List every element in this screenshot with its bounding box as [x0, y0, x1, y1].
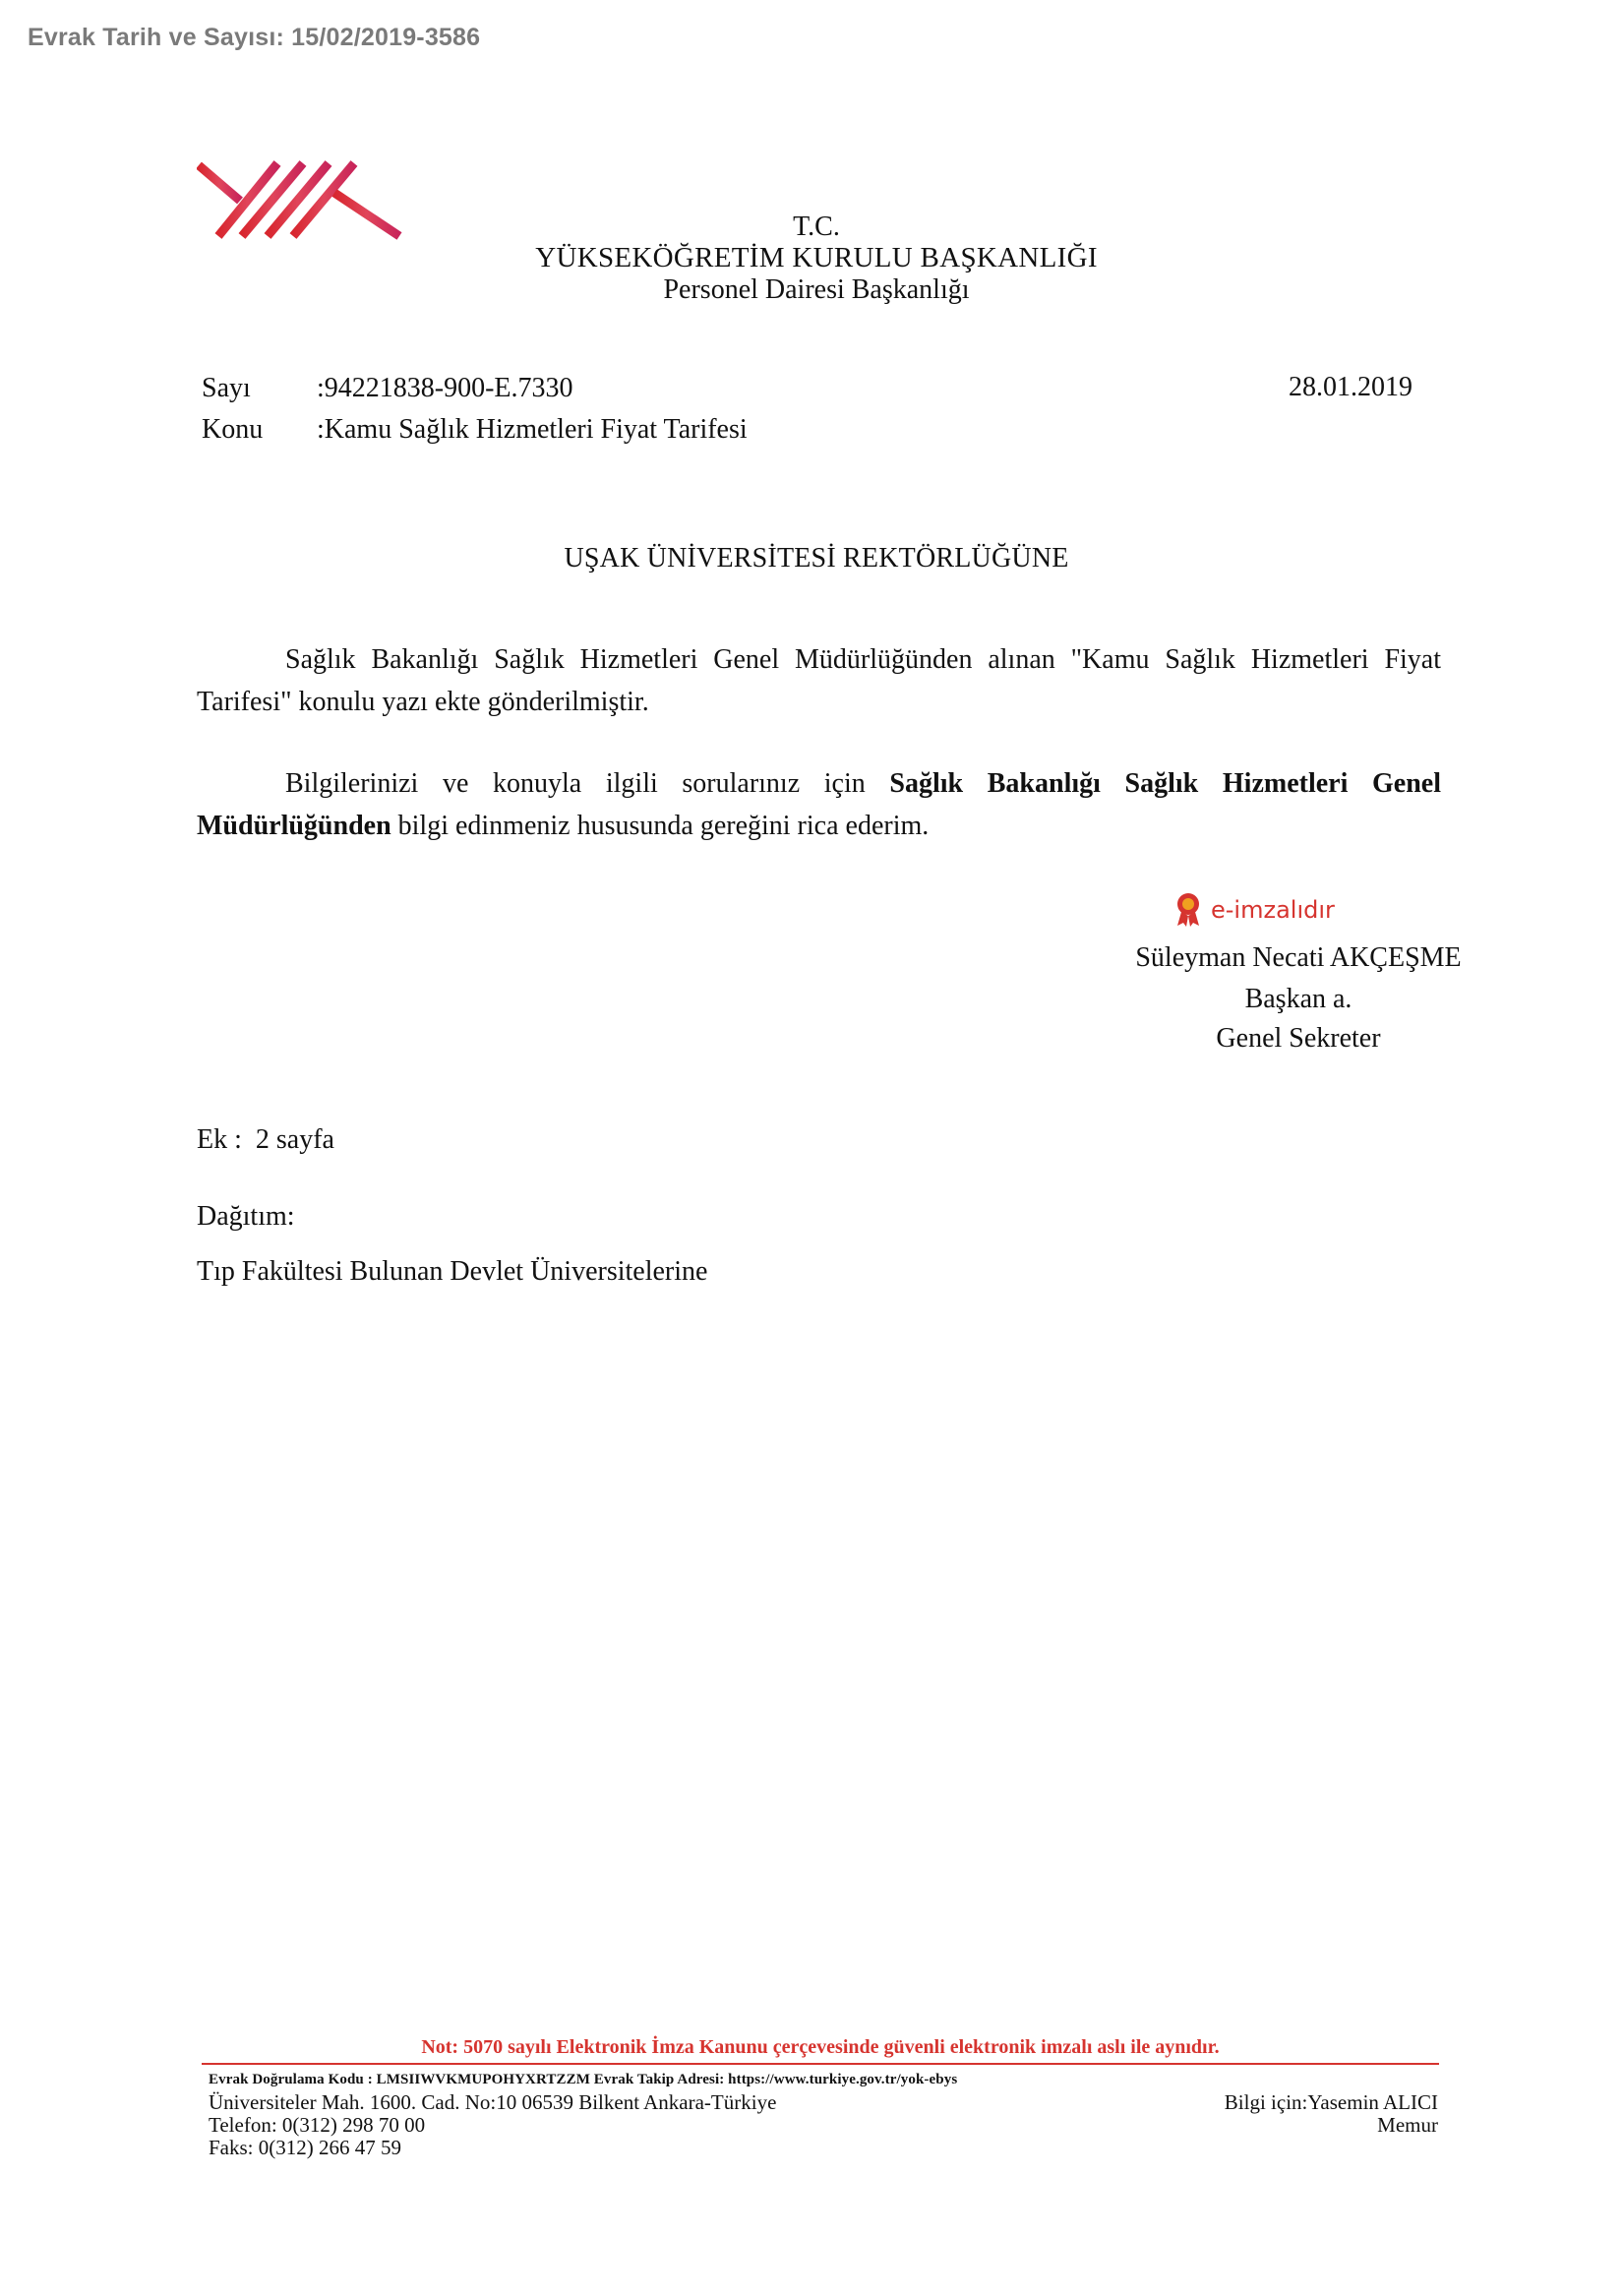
signer-name: Süleyman Necati AKÇEŞME [1135, 942, 1462, 973]
paragraph-bold-text: Sağlık Bakanlığı Sağlık Hizmetleri Genel Müdürlüğünden [197, 768, 1441, 841]
header-institution: YÜKSEKÖĞRETİM KURULU BAŞKANLIĞI [535, 242, 1098, 273]
phone: Telefon: 0(312) 298 70 00 [209, 2113, 426, 2137]
verification-code: Evrak Doğrulama Kodu : LMSIIWVKMUPOHYXRTZZM Evrak Takip Adresi: https://www.turkiye.gov.tr/yok-ebys [209, 2072, 958, 2087]
legal-note: Not: 5070 sayılı Elektronik İmza Kanunu çerçevesinde güvenli elektronik imzalı aslı ile aynıdır. [202, 2036, 1439, 2065]
body-paragraph-2 [197, 762, 1441, 847]
paragraph-text: Bilgilerinizi ve konuyla ilgili sorularınız için [285, 768, 890, 799]
recipient-title: UŞAK ÜNİVERSİTESİ REKTÖRLÜĞÜNE [564, 543, 1069, 574]
header-department: Personel Dairesi Başkanlığı [663, 274, 970, 305]
attachments: Ek : 2 sayfa [197, 1124, 334, 1155]
sayi-value: :94221838-900-E.7330 [317, 373, 573, 403]
paragraph-text: bilgi edinmeniz hususunda gereğini rica ederim. [391, 811, 930, 841]
distribution-value: Tıp Fakültesi Bulunan Devlet Üniversitelerine [197, 1256, 708, 1287]
info-title: Memur [1377, 2113, 1438, 2137]
header-tc: T.C. [793, 211, 840, 242]
yok-logo [197, 157, 403, 242]
info-contact: Bilgi için:Yasemin ALICI [1224, 2090, 1438, 2114]
signer-title-2: Genel Sekreter [1216, 1023, 1381, 1054]
konu-label: Konu [202, 414, 264, 445]
distribution-label: Dağıtım: [197, 1201, 295, 1232]
sayi-label: Sayı [202, 373, 251, 403]
e-signature-badge [1175, 892, 1335, 928]
address: Üniversiteler Mah. 1600. Cad. No:10 06539 Bilkent Ankara-Türkiye [209, 2090, 777, 2114]
body-paragraph-1 [197, 638, 1441, 723]
paragraph-text: Sağlık Bakanlığı Sağlık Hizmetleri Genel Müdürlüğünden alınan "Kamu Sağlık Hizmetleri Fiyat Tarifesi" konulu yazı ekte gönderilmiştir. [197, 644, 1441, 717]
document-stamp: Evrak Tarih ve Sayısı: 15/02/2019-3586 [28, 24, 481, 51]
e-signature-text: e-imzalıdır [1211, 896, 1335, 924]
fax: Faks: 0(312) 266 47 59 [209, 2136, 401, 2159]
konu-value: :Kamu Sağlık Hizmetleri Fiyat Tarifesi [317, 414, 748, 445]
signer-title-1: Başkan a. [1244, 984, 1352, 1014]
ribbon-award-icon [1175, 892, 1201, 928]
document-date: 28.01.2019 [1289, 372, 1413, 402]
